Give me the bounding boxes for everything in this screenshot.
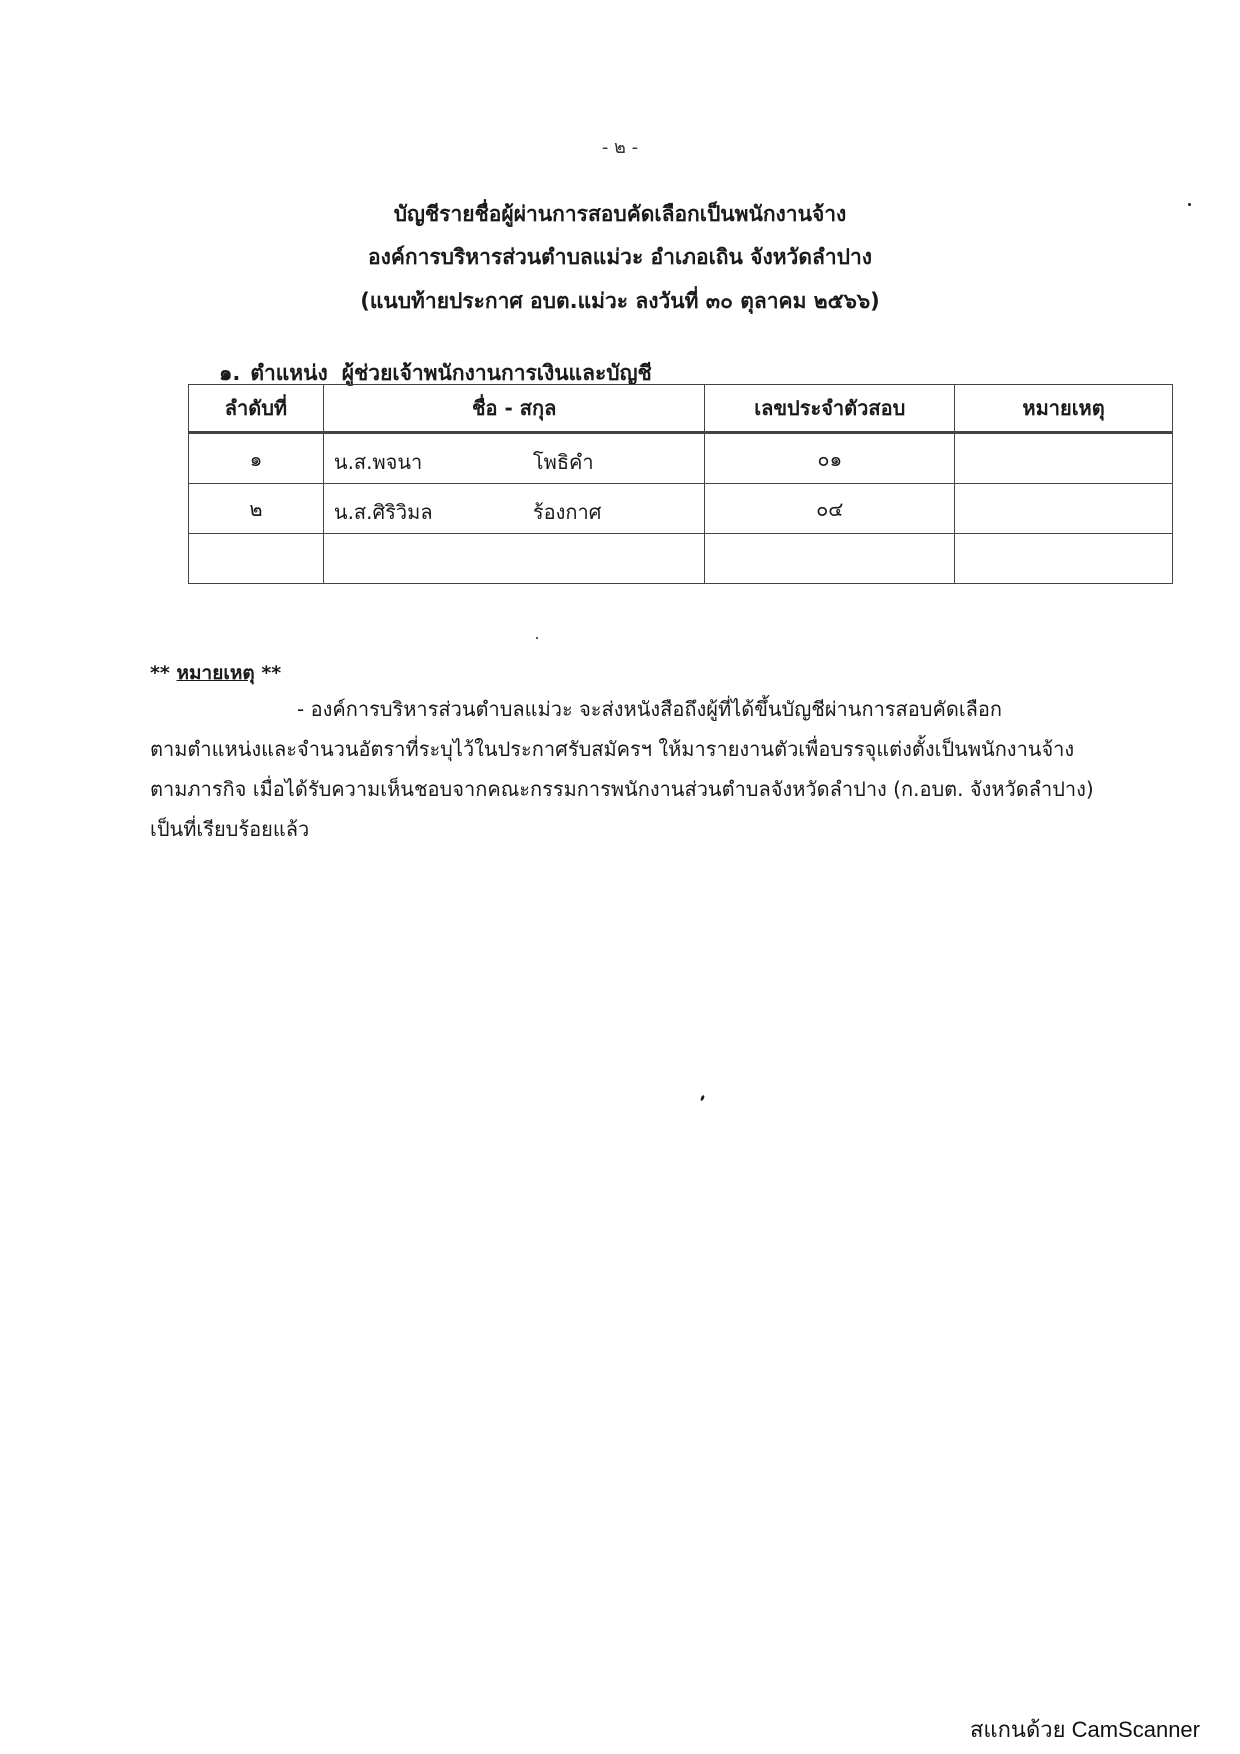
attachment-reference: (แนบท้ายประกาศ อบต.แม่วะ ลงวันที่ ๓๐ ตุลาคม ๒๕๖๖) xyxy=(360,289,880,313)
row-surname: ร้องกาศ xyxy=(532,500,602,524)
row-remark xyxy=(955,484,1173,534)
column-header-name: ชื่อ - สกุล xyxy=(323,385,705,433)
position-title: ผู้ช่วยเจ้าพนักงานการเงินและบัญชี xyxy=(341,361,652,385)
row-remark xyxy=(955,534,1173,584)
organization-line: องค์การบริหารส่วนตำบลแม่วะ อำเภอเถิน จังหวัดลำปาง xyxy=(367,245,873,269)
camscanner-watermark: สแกนด้วย CamScanner xyxy=(969,1717,1200,1742)
row-fullname xyxy=(323,484,705,534)
table-header-row xyxy=(189,385,1173,433)
row-order: ๒ xyxy=(189,484,324,534)
note-line: ตามภารกิจ เมื่อได้รับความเห็นชอบจากคณะกรรมการพนักงานส่วนตำบลจังหวัดลำปาง (ก.อบต. จังหวัดลำปาง) xyxy=(150,777,1094,801)
column-header-order: ลำดับที่ xyxy=(189,385,324,433)
table-row xyxy=(189,534,1173,584)
document-title: บัญชีรายชื่อผู้ผ่านการสอบคัดเลือกเป็นพนักงานจ้าง xyxy=(393,202,847,226)
column-header-exam-id: เลขประจำตัวสอบ xyxy=(705,385,955,433)
row-first-name: น.ส.พจนา xyxy=(333,450,423,474)
row-surname: โพธิคำ xyxy=(532,450,594,474)
row-first-name: น.ส.ศิริวิมล xyxy=(333,500,433,524)
scan-speck xyxy=(1188,203,1191,206)
row-remark xyxy=(955,433,1173,484)
scan-speck xyxy=(536,637,538,639)
position-number: ๑. xyxy=(219,361,241,385)
table-row xyxy=(189,433,1173,484)
row-order: ๑ xyxy=(189,433,324,484)
note-title: หมายเหตุ xyxy=(176,662,255,684)
note-stars-left: ** xyxy=(150,662,170,684)
note-line: เป็นที่เรียบร้อยแล้ว xyxy=(150,817,310,841)
scan-speck xyxy=(700,1095,705,1102)
row-exam-id: ๐๔ xyxy=(705,484,955,534)
table-row xyxy=(189,484,1173,534)
candidate-table xyxy=(188,384,1173,584)
row-exam-id xyxy=(705,534,955,584)
note-line: ตามตำแหน่งและจำนวนอัตราที่ระบุไว้ในประกาศรับสมัครฯ ให้มารายงานตัวเพื่อบรรจุแต่งตั้งเป็นพนักงานจ้าง xyxy=(150,737,1075,761)
note-line: - องค์การบริหารส่วนตำบลแม่วะ จะส่งหนังสือถึงผู้ที่ได้ขึ้นบัญชีผ่านการสอบคัดเลือก xyxy=(297,697,1003,721)
note-body xyxy=(150,689,1146,849)
row-order xyxy=(189,534,324,584)
note-heading xyxy=(150,658,281,688)
row-fullname xyxy=(323,433,705,484)
row-fullname xyxy=(323,534,705,584)
note-stars-right: ** xyxy=(261,662,282,684)
column-header-remark: หมายเหตุ xyxy=(955,385,1173,433)
row-exam-id: ๐๑ xyxy=(705,433,955,484)
position-label: ตำแหน่ง xyxy=(250,361,328,385)
page-number: - ๒ - xyxy=(601,137,639,158)
